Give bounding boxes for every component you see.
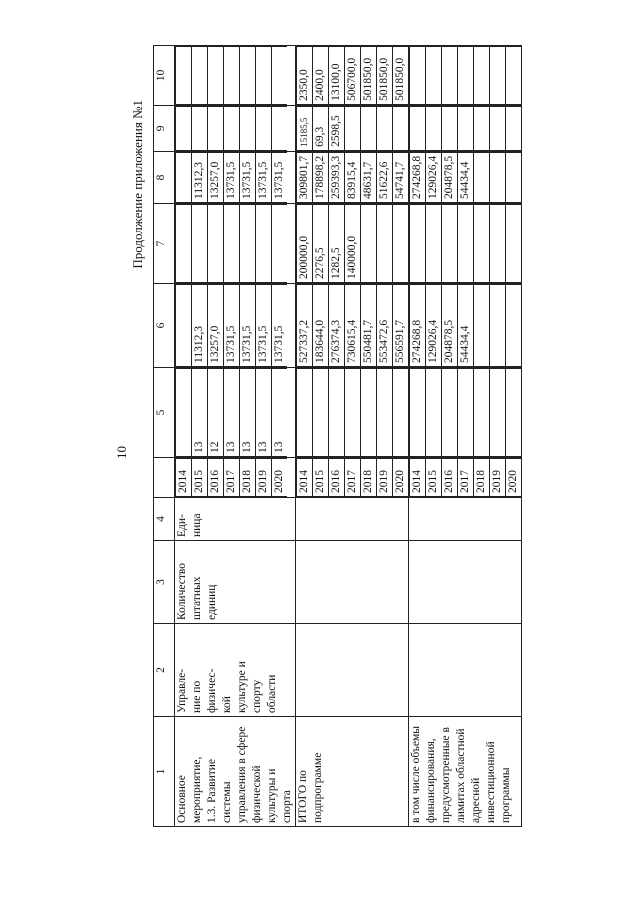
row-0-col-6-value: 13731,5 bbox=[224, 285, 240, 367]
row-2-year-cell bbox=[409, 458, 522, 498]
row-2-col-6-value bbox=[506, 285, 522, 367]
row-1-year-value: 2019 bbox=[377, 459, 393, 497]
row-2-col-8-value: 204878,5 bbox=[442, 152, 458, 202]
row-1-col-7-value bbox=[377, 205, 393, 283]
row-2-col-5-value bbox=[410, 369, 426, 457]
row-2-col-3 bbox=[409, 541, 522, 624]
row-0-col-10-value bbox=[176, 46, 192, 104]
row-0-col-7-value bbox=[256, 205, 272, 283]
row-1-col-7-cell bbox=[296, 204, 409, 284]
row-2-col-7-value bbox=[426, 205, 442, 283]
row-0-col-7-value bbox=[208, 205, 224, 283]
row-0-col-8-value: 13731,5 bbox=[272, 152, 288, 202]
row-0-col-6-value: 13731,5 bbox=[256, 285, 272, 367]
row-2-col-7-value bbox=[410, 205, 426, 283]
row-0-year-value: 2017 bbox=[224, 459, 240, 497]
row-2-col-6-value: 129026,4 bbox=[426, 285, 442, 367]
row-1-col-8-value: 259393,3 bbox=[329, 152, 345, 202]
row-2-year-value: 2017 bbox=[458, 459, 474, 497]
row-0-col-7-value bbox=[272, 205, 288, 283]
row-0-col-8-value: 13731,5 bbox=[256, 152, 272, 202]
page-number: 10 bbox=[114, 446, 129, 459]
row-1-col-6-value: 550481,7 bbox=[361, 285, 377, 367]
row-1-col-9-value: 69,3 bbox=[313, 106, 329, 150]
row-1-col-8-value: 54741,7 bbox=[393, 152, 409, 202]
row-1-col-5-cell bbox=[296, 368, 409, 458]
row-0-col-5-value bbox=[176, 369, 192, 457]
row-2-col-6-value: 274268,8 bbox=[410, 285, 426, 367]
row-2-col-10-value bbox=[442, 46, 458, 104]
row-1-col-2 bbox=[296, 624, 409, 717]
row-0-col-9-cell bbox=[175, 105, 296, 151]
header-col-10: 10 bbox=[154, 45, 175, 105]
row-0-col-7-value bbox=[176, 205, 192, 283]
row-1-col-6-cell bbox=[296, 284, 409, 368]
row-0-col-8-value bbox=[176, 152, 192, 202]
row-0-col-5-cell bbox=[175, 368, 296, 458]
table-row bbox=[296, 45, 409, 826]
row-1-col-9-cell bbox=[296, 105, 409, 151]
row-1-col-6-value: 556591,7 bbox=[393, 285, 409, 367]
row-0-col-6-value: 13731,5 bbox=[272, 285, 288, 367]
row-1-col-10-value: 2400,0 bbox=[313, 46, 329, 104]
row-2-col-10-value bbox=[426, 46, 442, 104]
header-year-blank bbox=[154, 458, 175, 498]
header-col-4: 4 bbox=[154, 498, 175, 541]
row-0-year-value: 2015 bbox=[192, 459, 208, 497]
header-col-1: 1 bbox=[154, 717, 175, 827]
row-2-col-8-value: 129026,4 bbox=[426, 152, 442, 202]
appendix-continuation-title: Продолжение приложения №1 bbox=[130, 100, 145, 269]
row-1-col-8-value: 51622,6 bbox=[377, 152, 393, 202]
row-0-col-6-value bbox=[176, 285, 192, 367]
row-0-col-8-cell bbox=[175, 151, 296, 203]
row-0-col-2: Управле- ние по физичес- кой культуре и спорту области bbox=[175, 624, 296, 717]
row-0-col-7-value bbox=[224, 205, 240, 283]
row-2-col-9-value bbox=[474, 106, 490, 150]
row-2-col-9-value bbox=[506, 106, 522, 150]
row-2-col-6-value: 54434,4 bbox=[458, 285, 474, 367]
row-2-col-7-value bbox=[474, 205, 490, 283]
row-2-year-value: 2019 bbox=[490, 459, 506, 497]
row-0-col-9-value bbox=[176, 106, 192, 150]
row-2-year-value: 2014 bbox=[410, 459, 426, 497]
row-0-col-3: Количество штатных единиц bbox=[175, 541, 296, 624]
row-1-col-7-value: 1282,5 bbox=[329, 205, 345, 283]
row-1-col-8-value: 178898,2 bbox=[313, 152, 329, 202]
row-2-col-9-value bbox=[490, 106, 506, 150]
row-0-col-8-value: 13731,5 bbox=[240, 152, 256, 202]
header-col-7: 7 bbox=[154, 204, 175, 284]
row-0-col-5-value: 12 bbox=[208, 369, 224, 457]
row-0-col-8-value: 13257,0 bbox=[208, 152, 224, 202]
row-2-col-6-cell bbox=[409, 284, 522, 368]
row-1-col-9-value bbox=[377, 106, 393, 150]
row-0-col-10-value bbox=[224, 46, 240, 104]
row-0-year-value: 2019 bbox=[256, 459, 272, 497]
header-col-8: 8 bbox=[154, 151, 175, 203]
row-2-col-10-value bbox=[490, 46, 506, 104]
row-0-col-4: Еди- ница bbox=[175, 498, 296, 541]
row-1-year-cell bbox=[296, 458, 409, 498]
row-0-col-6-cell bbox=[175, 284, 296, 368]
row-1-col-10-value: 501850,0 bbox=[393, 46, 409, 104]
row-2-col-10-value bbox=[474, 46, 490, 104]
row-0-col-7-value bbox=[240, 205, 256, 283]
row-2-col-9-value bbox=[458, 106, 474, 150]
row-0-year-value: 2016 bbox=[208, 459, 224, 497]
row-1-col-8-cell bbox=[296, 151, 409, 203]
row-0-col-9-value bbox=[192, 106, 208, 150]
row-1-col-5-value bbox=[329, 369, 345, 457]
row-1-year-value: 2018 bbox=[361, 459, 377, 497]
row-1-col-9-value bbox=[345, 106, 361, 150]
row-0-year-value: 2018 bbox=[240, 459, 256, 497]
row-0-col-9-value bbox=[208, 106, 224, 150]
row-2-col-8-value bbox=[474, 152, 490, 202]
row-2-col-10-cell bbox=[409, 45, 522, 105]
row-2-col-5-value bbox=[506, 369, 522, 457]
row-0-year-value: 2020 bbox=[272, 459, 288, 497]
row-2-col-9-value bbox=[410, 106, 426, 150]
row-2-col-1: в том числе объемы финансирования, предусмотренные в лимитах областной адресной инвестиционной программы bbox=[409, 717, 522, 827]
row-1-year-value: 2016 bbox=[329, 459, 345, 497]
row-2-col-9-cell bbox=[409, 105, 522, 151]
row-0-col-10-value bbox=[208, 46, 224, 104]
row-2-col-7-value bbox=[490, 205, 506, 283]
row-0-col-7-value bbox=[192, 205, 208, 283]
row-2-col-5-value bbox=[490, 369, 506, 457]
header-row bbox=[154, 45, 175, 826]
row-1-col-5-value bbox=[297, 369, 313, 457]
row-2-col-8-value: 274268,8 bbox=[410, 152, 426, 202]
row-2-year-value: 2020 bbox=[506, 459, 522, 497]
row-0-col-10-cell bbox=[175, 45, 296, 105]
row-0-col-9-value bbox=[272, 106, 288, 150]
row-1-col-9-value bbox=[361, 106, 377, 150]
row-1-col-10-value: 501850,0 bbox=[377, 46, 393, 104]
row-1-col-1: ИТОГО по подпрограмме bbox=[296, 717, 409, 827]
row-2-col-5-value bbox=[458, 369, 474, 457]
row-2-col-7-cell bbox=[409, 204, 522, 284]
row-1-col-9-value: 2598,5 bbox=[329, 106, 345, 150]
row-1-col-6-value: 276374,3 bbox=[329, 285, 345, 367]
header-col-2: 2 bbox=[154, 624, 175, 717]
header-col-3: 3 bbox=[154, 541, 175, 624]
row-0-col-9-value bbox=[240, 106, 256, 150]
row-1-year-value: 2020 bbox=[393, 459, 409, 497]
row-1-col-8-value: 48631,7 bbox=[361, 152, 377, 202]
row-1-col-3 bbox=[296, 541, 409, 624]
row-2-col-6-value bbox=[474, 285, 490, 367]
row-1-col-5-value bbox=[393, 369, 409, 457]
row-0-col-10-value bbox=[256, 46, 272, 104]
row-0-year-cell bbox=[175, 458, 296, 498]
row-2-col-8-value bbox=[490, 152, 506, 202]
header-col-6: 6 bbox=[154, 284, 175, 368]
row-0-col-6-value: 11312,3 bbox=[192, 285, 208, 367]
row-1-col-6-value: 730615,4 bbox=[345, 285, 361, 367]
row-1-year-value: 2015 bbox=[313, 459, 329, 497]
row-2-col-4 bbox=[409, 498, 522, 541]
row-0-col-1: Основное мероприятие, 1.3. Развитие системы управления в сфере физической культуры и спорта bbox=[175, 717, 296, 827]
row-2-col-8-cell bbox=[409, 151, 522, 203]
header-col-5: 5 bbox=[154, 368, 175, 458]
row-1-year-value: 2014 bbox=[297, 459, 313, 497]
row-0-year-value: 2014 bbox=[176, 459, 192, 497]
row-1-col-9-value bbox=[393, 106, 409, 150]
table-row bbox=[409, 45, 522, 826]
row-1-col-10-value: 506700,0 bbox=[345, 46, 361, 104]
row-1-col-7-value: 140000,0 bbox=[345, 205, 361, 283]
row-2-col-5-value bbox=[426, 369, 442, 457]
row-0-col-6-value: 13731,5 bbox=[240, 285, 256, 367]
row-2-year-value: 2018 bbox=[474, 459, 490, 497]
table-row bbox=[175, 45, 296, 826]
row-1-year-value: 2017 bbox=[345, 459, 361, 497]
row-1-col-5-value bbox=[361, 369, 377, 457]
row-1-col-6-value: 553472,6 bbox=[377, 285, 393, 367]
row-1-col-6-value: 527337,2 bbox=[297, 285, 313, 367]
row-0-col-9-value bbox=[256, 106, 272, 150]
row-0-col-5-value: 13 bbox=[192, 369, 208, 457]
appendix-table bbox=[153, 45, 522, 827]
row-2-col-2 bbox=[409, 624, 522, 717]
row-1-col-10-value: 2350,0 bbox=[297, 46, 313, 104]
row-1-col-7-value bbox=[393, 205, 409, 283]
row-0-col-5-value: 13 bbox=[224, 369, 240, 457]
row-1-col-6-value: 183644,0 bbox=[313, 285, 329, 367]
row-0-col-10-value bbox=[192, 46, 208, 104]
row-2-col-10-value bbox=[506, 46, 522, 104]
row-0-col-8-value: 13731,5 bbox=[224, 152, 240, 202]
row-0-col-8-value: 11312,3 bbox=[192, 152, 208, 202]
row-2-col-8-value bbox=[506, 152, 522, 202]
row-0-col-5-value: 13 bbox=[272, 369, 288, 457]
row-2-col-9-value bbox=[426, 106, 442, 150]
header-col-9: 9 bbox=[154, 105, 175, 151]
row-2-year-value: 2015 bbox=[426, 459, 442, 497]
row-0-col-5-value: 13 bbox=[256, 369, 272, 457]
row-2-col-6-value bbox=[490, 285, 506, 367]
row-1-col-8-value: 309801,7 bbox=[297, 152, 313, 202]
row-0-col-10-value bbox=[272, 46, 288, 104]
row-2-col-6-value: 204878,5 bbox=[442, 285, 458, 367]
row-2-col-8-value: 54434,4 bbox=[458, 152, 474, 202]
row-2-col-7-value bbox=[442, 205, 458, 283]
row-2-col-10-value bbox=[458, 46, 474, 104]
row-2-col-5-value bbox=[474, 369, 490, 457]
row-1-col-10-value: 501850,0 bbox=[361, 46, 377, 104]
row-1-col-9-value: 15185,5 bbox=[297, 106, 313, 150]
row-0-col-10-value bbox=[240, 46, 256, 104]
row-1-col-4 bbox=[296, 498, 409, 541]
row-2-col-10-value bbox=[410, 46, 426, 104]
row-1-col-7-value: 2276,5 bbox=[313, 205, 329, 283]
row-1-col-5-value bbox=[313, 369, 329, 457]
row-1-col-5-value bbox=[345, 369, 361, 457]
row-0-col-7-cell bbox=[175, 204, 296, 284]
row-1-col-10-value: 13100,0 bbox=[329, 46, 345, 104]
row-0-col-6-value: 13257,0 bbox=[208, 285, 224, 367]
row-1-col-7-value: 200000,0 bbox=[297, 205, 313, 283]
row-2-col-7-value bbox=[506, 205, 522, 283]
row-1-col-7-value bbox=[361, 205, 377, 283]
row-1-col-5-value bbox=[377, 369, 393, 457]
row-0-col-9-value bbox=[224, 106, 240, 150]
row-2-col-5-cell bbox=[409, 368, 522, 458]
row-0-col-5-value: 13 bbox=[240, 369, 256, 457]
row-2-col-9-value bbox=[442, 106, 458, 150]
row-1-col-8-value: 83915,4 bbox=[345, 152, 361, 202]
row-2-col-7-value bbox=[458, 205, 474, 283]
row-2-year-value: 2016 bbox=[442, 459, 458, 497]
row-1-col-10-cell bbox=[296, 45, 409, 105]
row-2-col-5-value bbox=[442, 369, 458, 457]
